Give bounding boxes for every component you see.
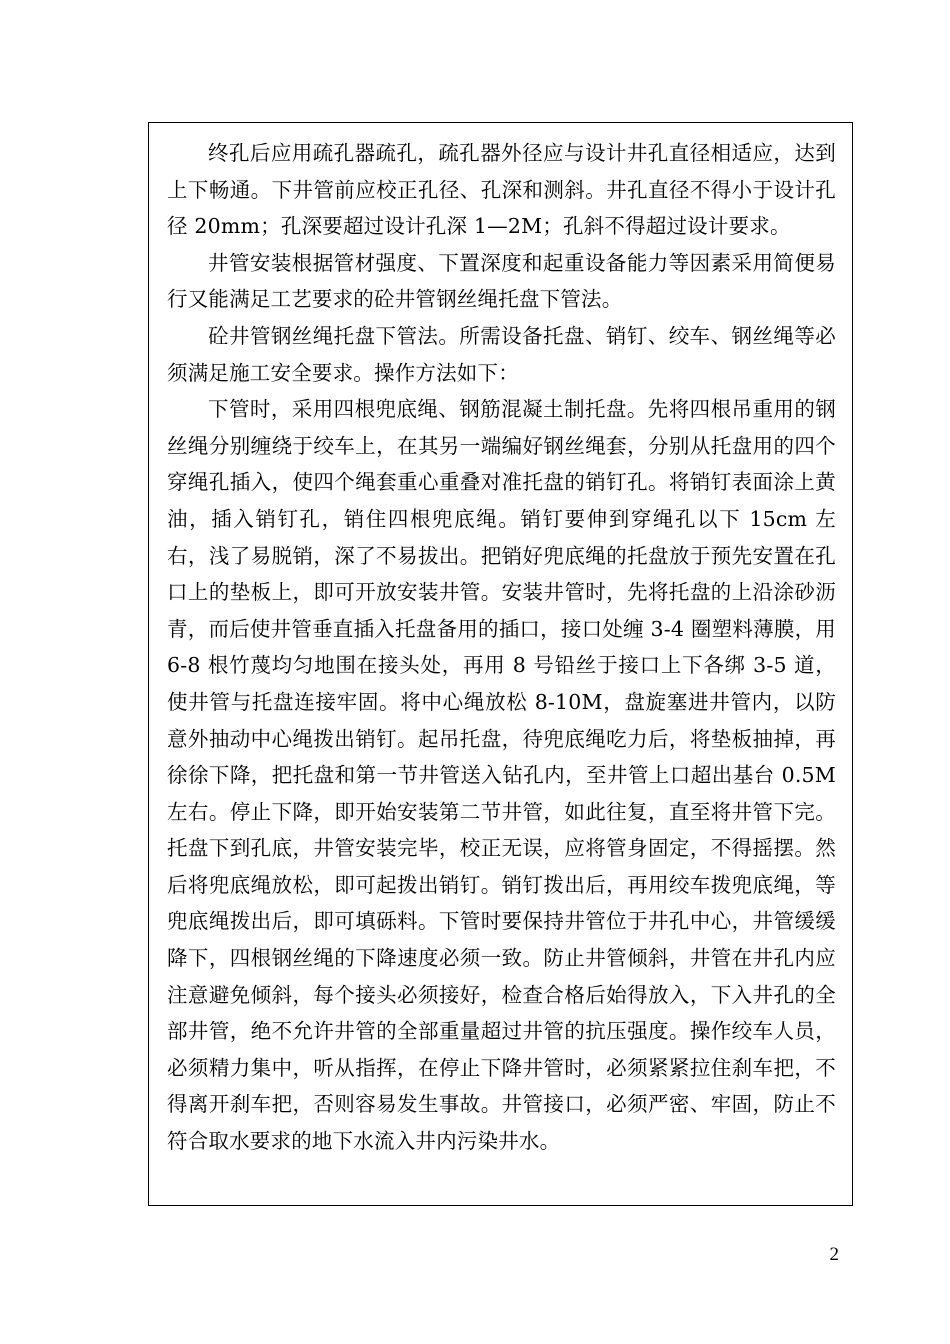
paragraph-1: 终孔后应用疏孔器疏孔，疏孔器外径应与设计井孔直径相适应，达到上下畅通。下井管前应校正孔径、孔深和测斜。井孔直径不得小于设计孔径 20mm；孔深要超过设计孔深 1—2M；孔斜不得超过设计要求。 xyxy=(167,141,836,239)
paragraph-2: 井管安装根据管材强度、下置深度和起重设备能力等因素采用简便易行又能满足工艺要求的砼井管钢丝绳托盘下管法。 xyxy=(167,250,836,312)
paragraph-3: 砼井管钢丝绳托盘下管法。所需设备托盘、销钉、绞车、钢丝绳等必须满足施工安全要求。操作方法如下： xyxy=(167,323,836,385)
page-number: 2 xyxy=(829,1244,839,1265)
content-box xyxy=(148,122,853,1206)
paragraph-4: 下管时，采用四根兜底绳、钢筋混凝土制托盘。先将四根吊重用的钢丝绳分别缠绕于绞车上，在其另一端编好钢丝绳套，分别从托盘用的四个穿绳孔插入，使四个绳套重心重叠对准托盘的销钉孔。将销钉表面涂上黄油，插入销钉孔，销住四根兜底绳。销钉要伸到穿绳孔以下 15cm 左右，浅了易脱销，深了不易拔出。把销好兜底绳的托盘放于预先安置在孔口上的垫板上，即可开放安装井管。安装井管时，先将托盘的上沿涂砂沥青，而后使井管垂直插入托盘备用的插口，接口处缠 3-4 圈塑料薄膜，用 6-8 根竹蔑均匀地围在接头处，再用 8 号铅丝于接口上下各绑 3-5 道，使井管与托盘连接牢固。将中心绳放松 8-10M，盘旋塞进井管内，以防意外抽动中心绳拨出销钉。起吊托盘，待兜底绳吃力后，将垫板抽掉，再徐徐下降，把托盘和第一节井管送入钻孔内，至井管上口超出基台 0.5M 左右。停止下降，即开始安装第二节井管，如此往复，直至将井管下完。托盘下到孔底，井管安装完毕，校正无误，应将管身固定，不得摇摆。然后将兜底绳放松，即可起拨出销钉。销钉拨出后，再用绞车拨兜底绳，等兜底绳拨出后，即可填砾料。下管时要保持井管位于井孔中心，井管缓缓降下，四根钢丝绳的下降速度必须一致。防止井管倾斜，井管在井孔内应注意避免倾斜，每个接头必须接好，检查合格后始得放入，下入井孔的全部井管，绝不允许井管的全部重量超过井管的抗压强度。操作绞车人员，必须精力集中，听从指挥，在停止下降井管时，必须紧紧拉住刹车把，不得离开刹车把，否则容易发生事故。井管接口，必须严密、牢固，防止不符合取水要求的地下水流入井内污染井水。 xyxy=(167,397,836,1154)
